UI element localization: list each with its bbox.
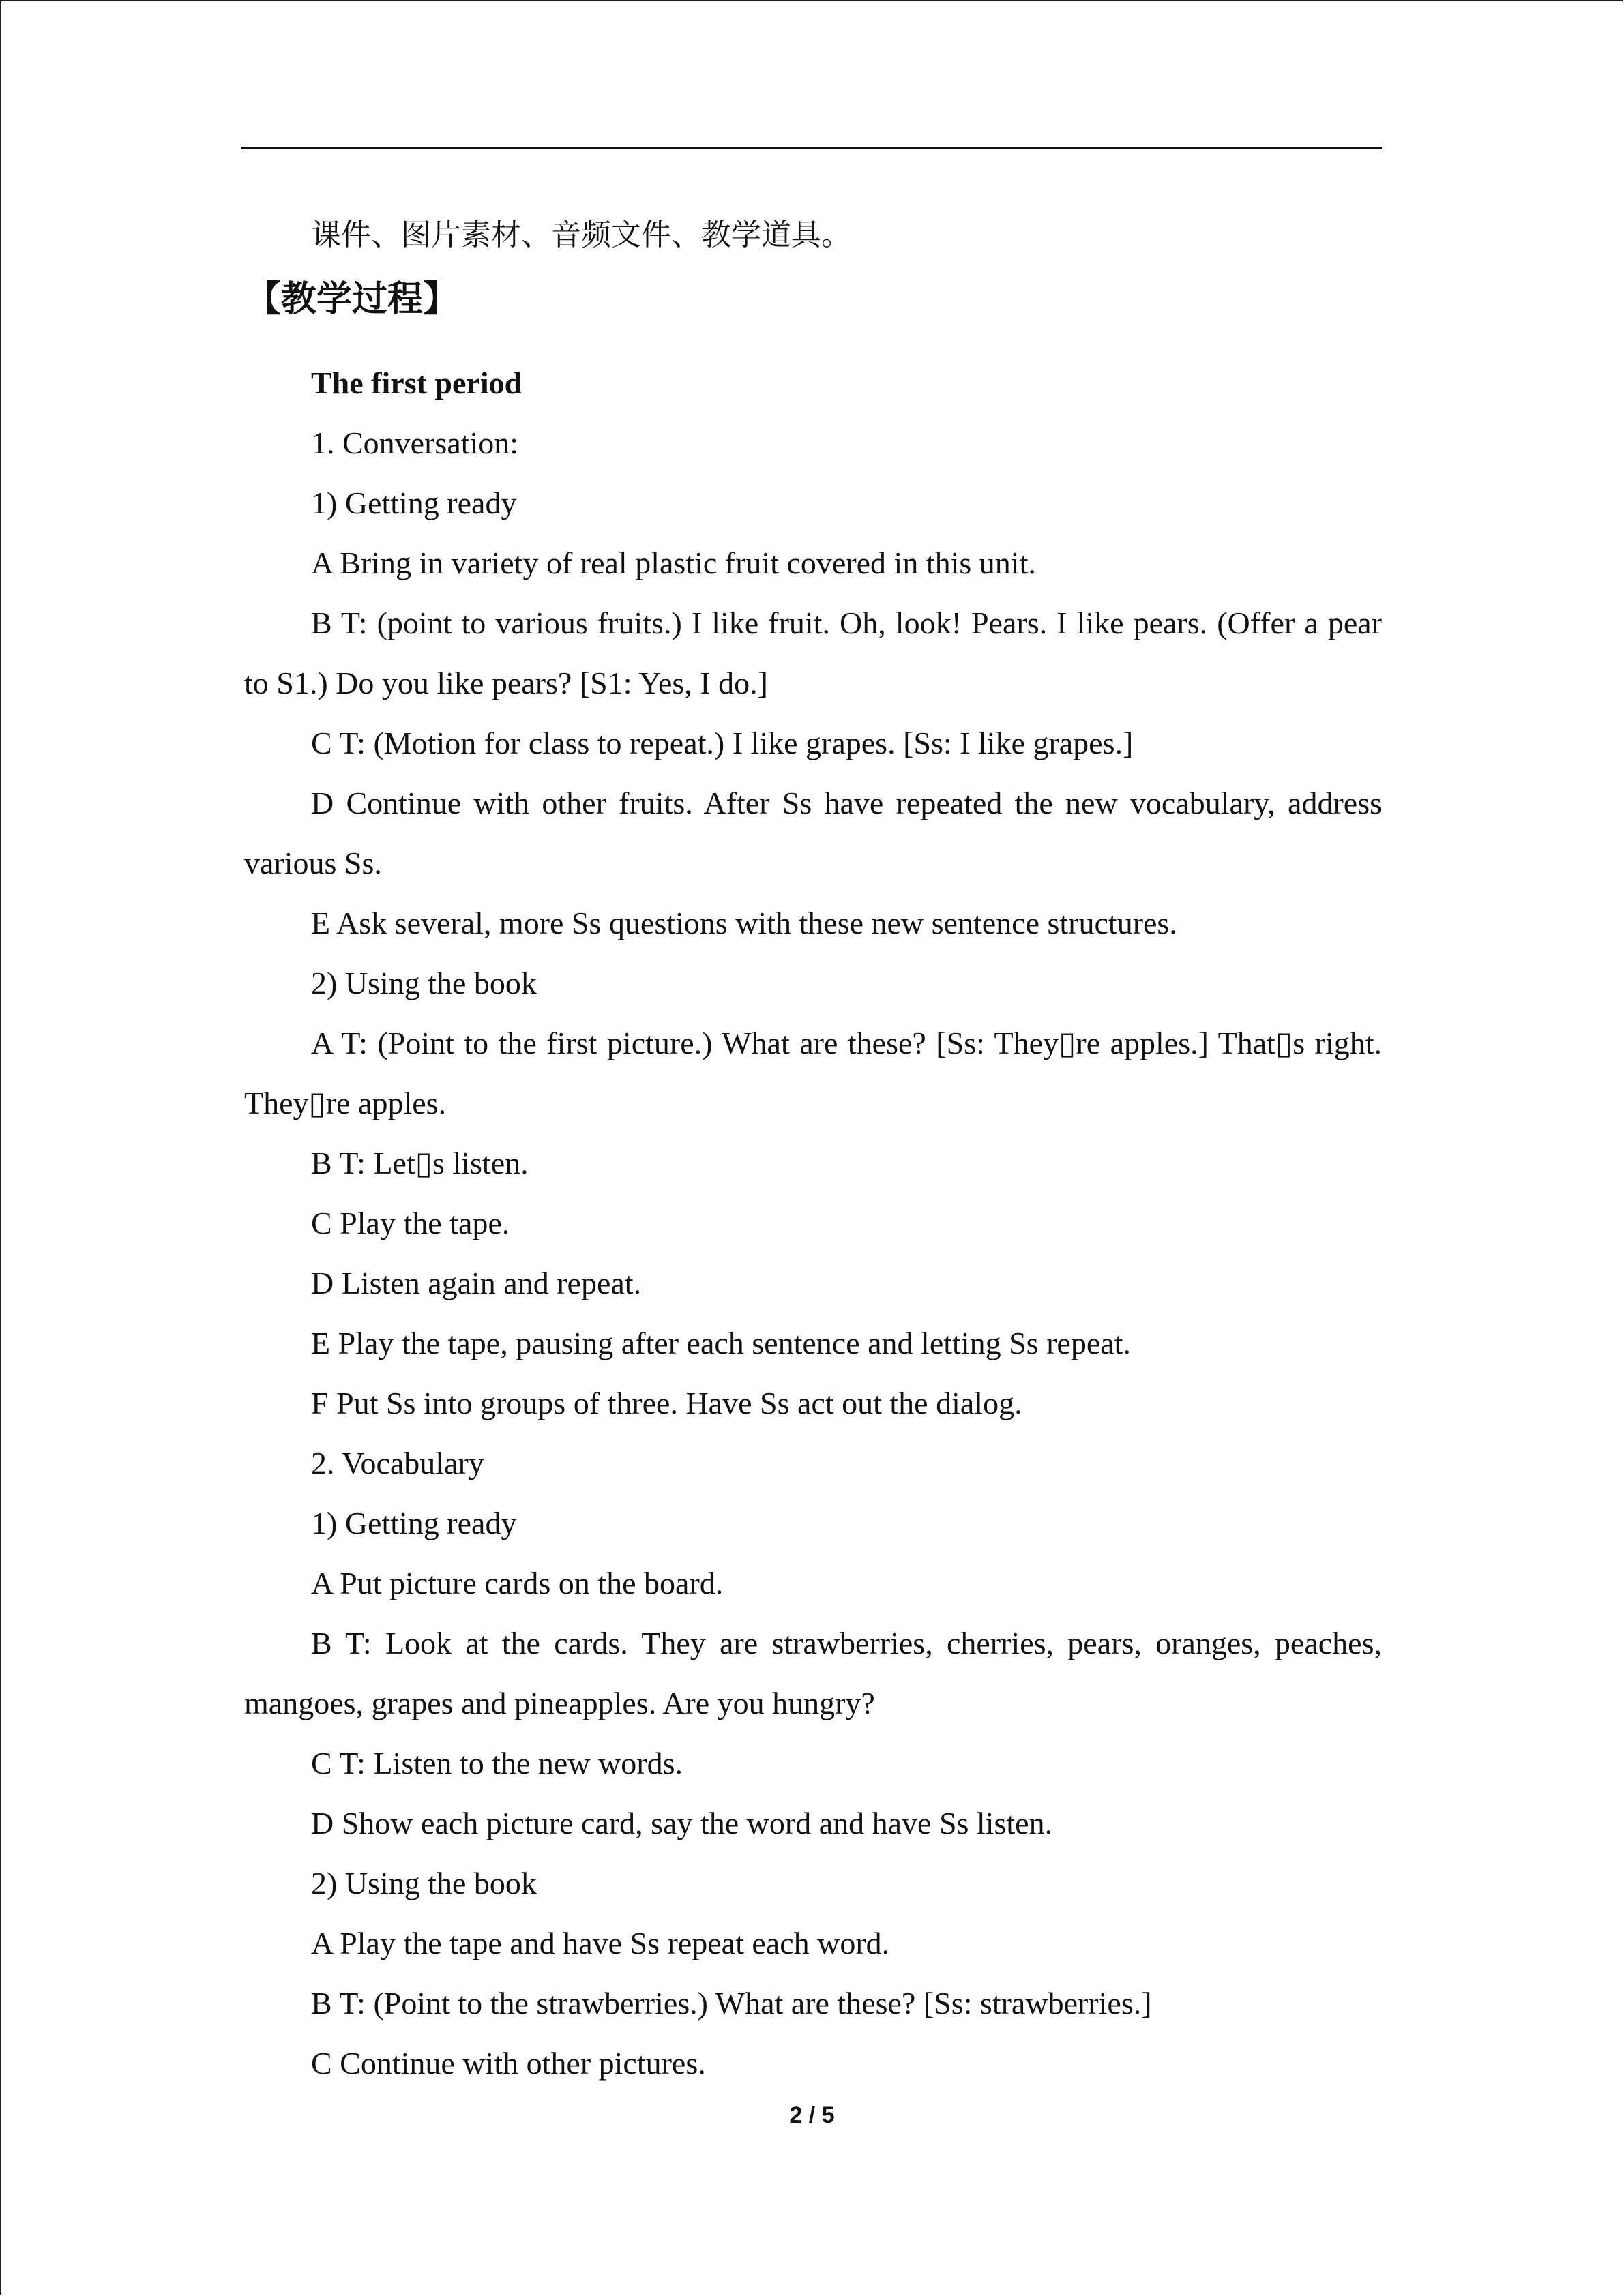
text-line: B T: Let▯s listen. [311,1146,529,1180]
text-line: E Play the tape, pausing after each sentence and letting Ss repeat. [311,1326,1131,1360]
subheading-getting-ready: 1) Getting ready [311,486,517,520]
text-line: C T: (Motion for class to repeat.) I like grapes. [Ss: I like grapes.] [311,726,1134,760]
text-line: D Listen again and repeat. [311,1266,642,1300]
heading-vocabulary: 2. Vocabulary [311,1446,484,1480]
text-line: F Put Ss into groups of three. Have Ss act out the dialog. [311,1386,1022,1420]
text-line: D Continue with other fruits. After Ss have repeated the new vocabulary, address [311,786,1382,820]
section-heading: 【教学过程】 [246,279,459,320]
text-line: to S1.) Do you like pears? [S1: Yes, I do.] [244,666,768,700]
text-line: mangoes, grapes and pineapples. Are you hungry? [244,1686,875,1720]
text-line: A Play the tape and have Ss repeat each word. [311,1926,890,1960]
header-rule [241,147,1382,149]
text-line: They▯re apples. [244,1086,447,1120]
heading-conversation: 1. Conversation: [311,426,519,460]
period-title: The first period [311,366,522,400]
intro-line: 课件、图片素材、音频文件、教学道具。 [311,218,851,252]
text-line: A T: (Point to the first picture.) What are these? [Ss: They▯re apples.] That▯s right. [311,1026,1382,1060]
subheading-getting-ready: 1) Getting ready [311,1506,517,1540]
text-line: C T: Listen to the new words. [311,1746,683,1780]
text-line: C Continue with other pictures. [311,2046,706,2081]
subheading-using-the-book: 2) Using the book [311,1866,537,1900]
text-line: C Play the tape. [311,1206,510,1240]
text-line: B T: (Point to the strawberries.) What are these? [Ss: strawberries.] [311,1986,1152,2021]
text-line: A Bring in variety of real plastic fruit covered in this unit. [311,546,1036,580]
text-line: A Put picture cards on the board. [311,1566,724,1600]
text-line: B T: (point to various fruits.) I like fruit. Oh, look! Pears. I like pears. (Offer a pear [311,606,1382,640]
text-line: D Show each picture card, say the word and have Ss listen. [311,1806,1053,1840]
subheading-using-the-book: 2) Using the book [311,966,537,1000]
text-line: various Ss. [244,846,382,880]
text-line: E Ask several, more Ss questions with these new sentence structures. [311,906,1177,940]
page-number: 2 / 5 [789,2102,835,2128]
text-line: B T: Look at the cards. They are strawberries, cherries, pears, oranges, peaches, [311,1626,1382,1660]
